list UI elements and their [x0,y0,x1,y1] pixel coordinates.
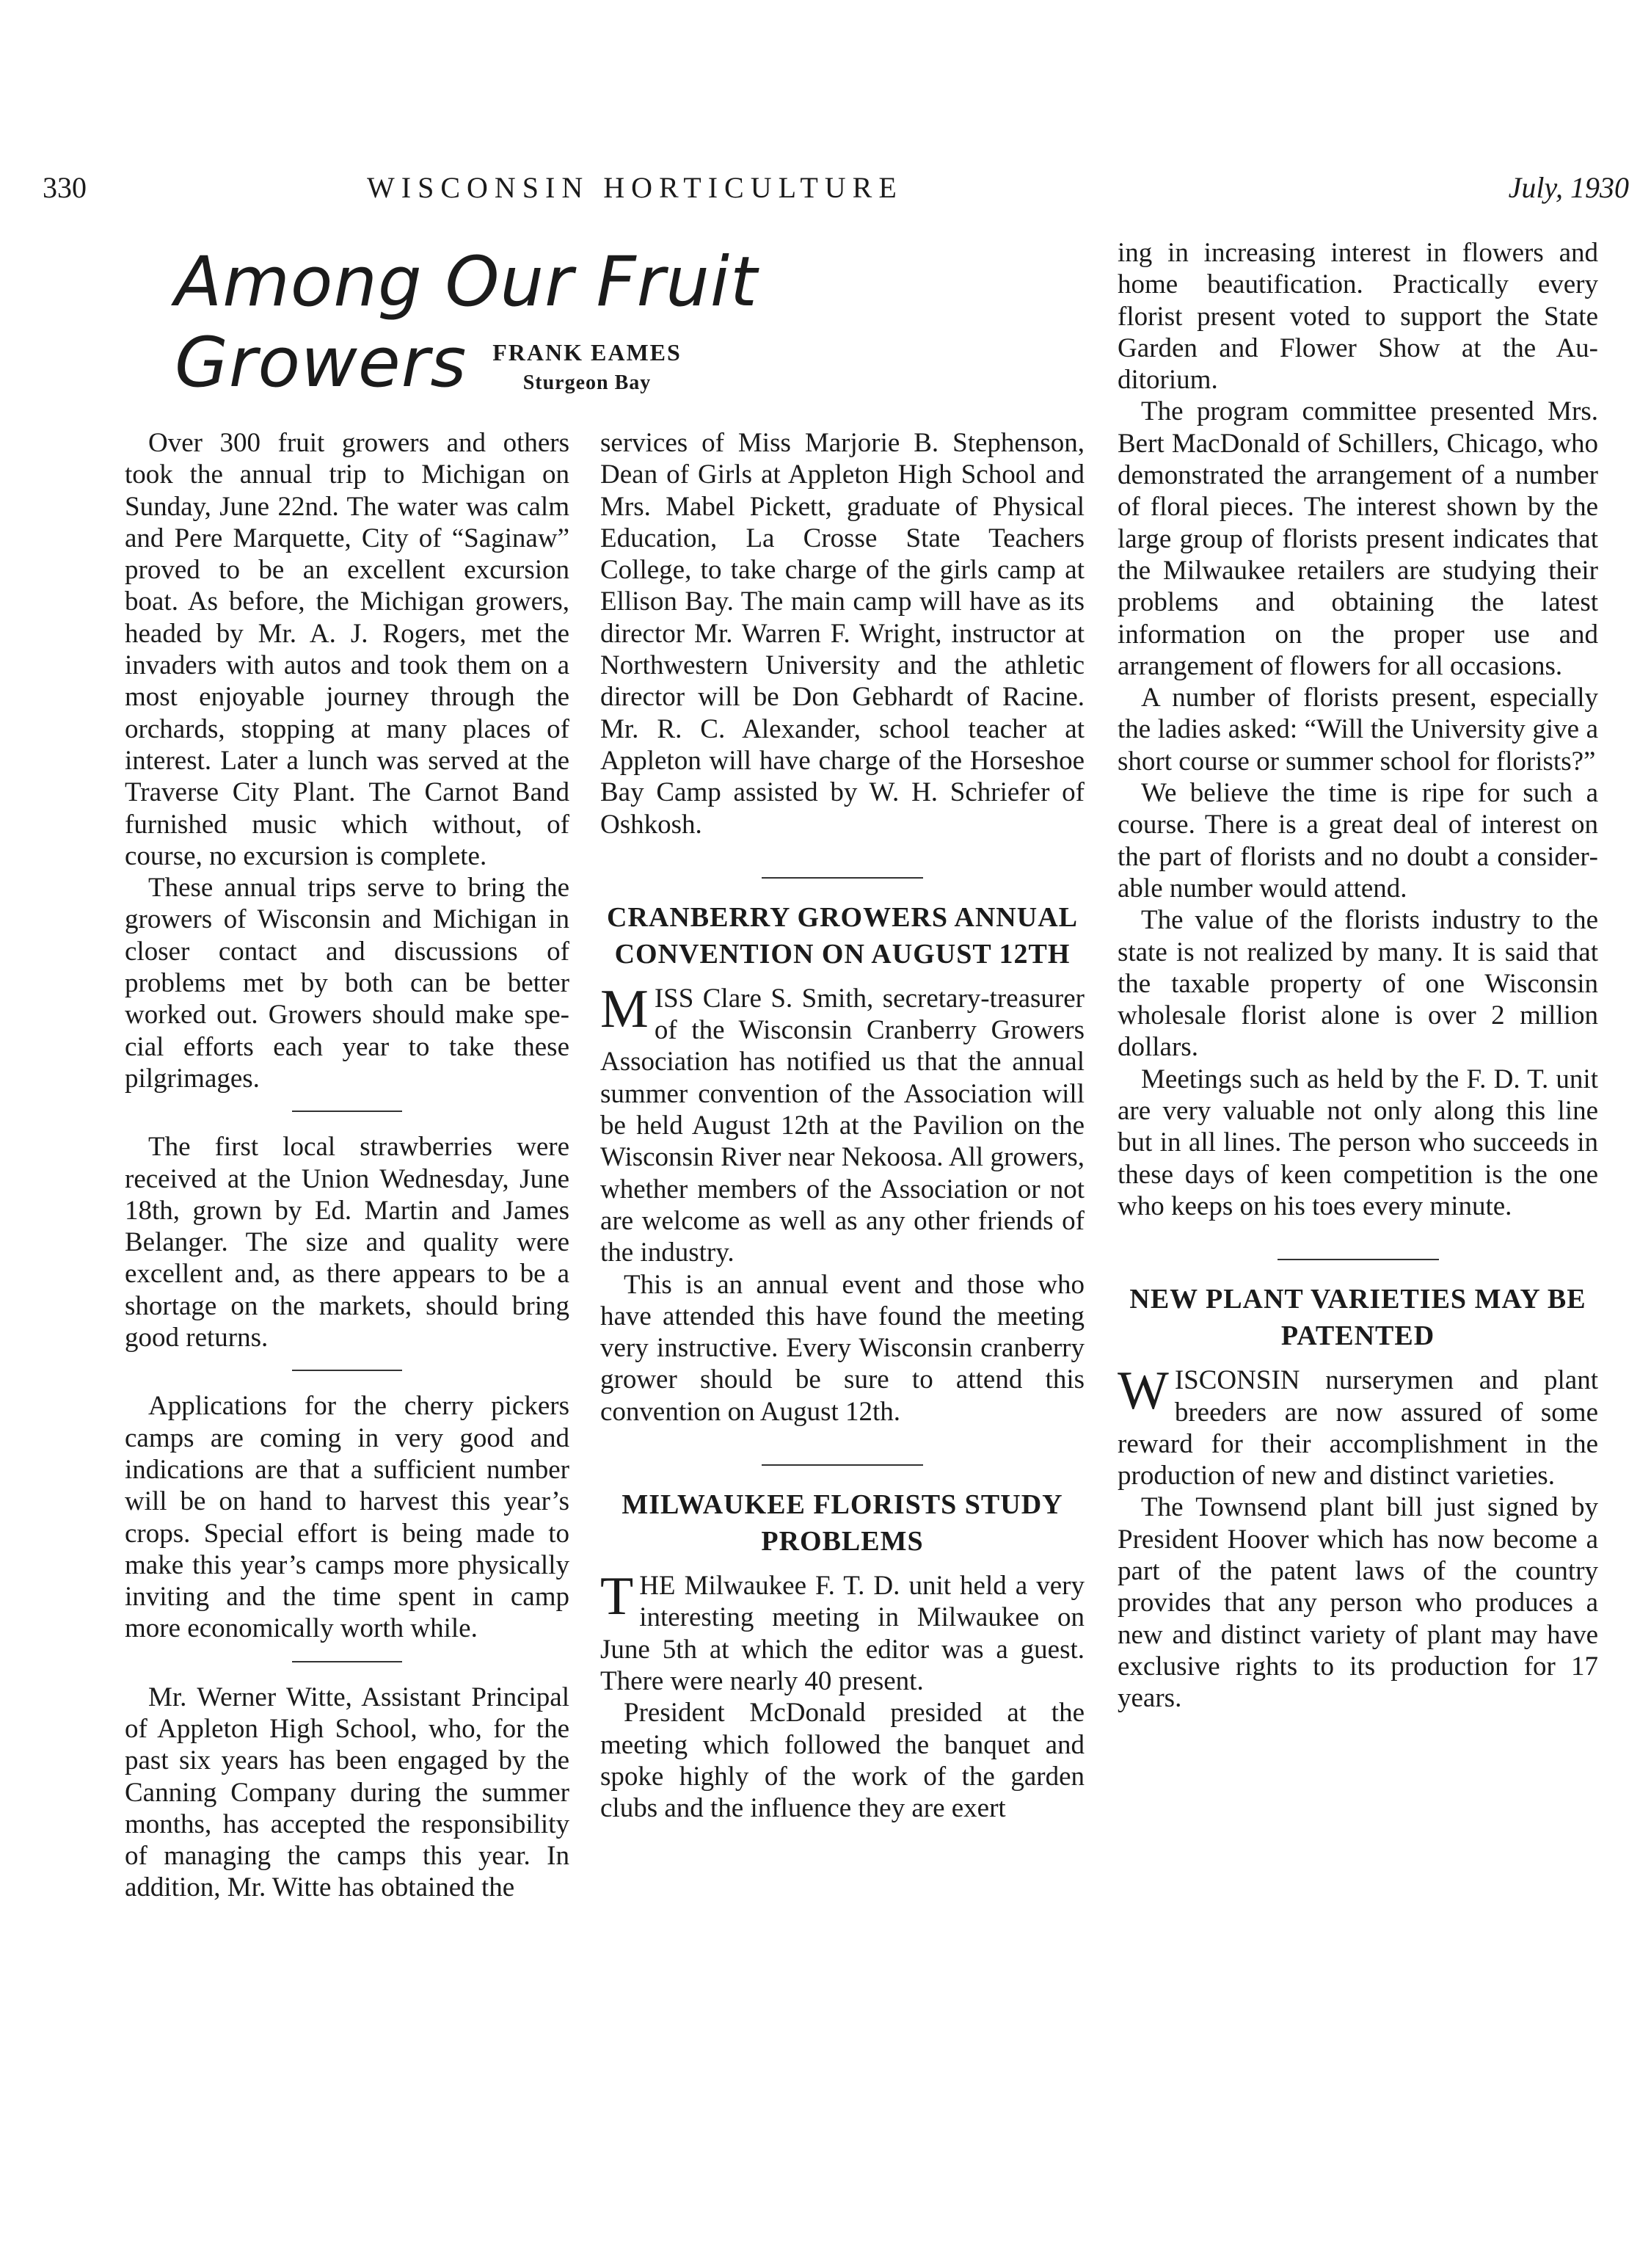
drop-cap: T [600,1566,634,1627]
paragraph: These annual trips serve to bring the growers of Wisconsin and Michigan in closer contact and discussions of problems met by both can be better worked out. Growers should make special efforts each year to take these pilgrimages. [125,873,569,1094]
page-number: 330 [43,171,87,204]
column-1 [125,427,569,1904]
paragraph: ing in increasing interest in flowers and home beautification. Practically every florist present voted to support the State Garden and Flower Show at the Auditorium. [1118,238,1598,396]
paragraph: Over 300 fruit growers and others took the annual trip to Michigan on Sunday, June 22nd. The water was calm and Pere Marquette, City of “Saginaw” proved to be an excellent excursion boat. As before, the Michigan growers, headed by Mr. A. J. Rogers, met the invaders with autos and took them on a most enjoyable journey through the orchards, stopping at many places of interest. Later a lunch was served at the Traverse City Plant. The Carnot Band furnished music which without, of course, no excursion is complete. [125,428,569,871]
paragraph [1118,1361,1598,1491]
section-divider [762,1464,923,1466]
article-author: FRANK EAMES [492,339,682,366]
magazine-title: WISCONSIN HORTICULTURE [367,171,903,204]
section-divider [292,1370,402,1371]
paragraph: The program committee presented Mrs. Bert MacDonald of Schillers, Chicago, who demonstrated the arrangement of a number of floral pieces. The interest shown by the large group of florists present indicates that the Milwaukee retailers are studying their problems and obtaining the latest information on the proper use and arrangement of flowers for all occasions. [1118,396,1598,681]
paragraph: Mr. Werner Witte, Assistant Principal of Appleton High School, who, for the past six years has been engaged by the Canning Company during the summer months, has accepted the responsibility of managing the camps this year. In addition, Mr. Witte has obtained the [125,1682,569,1903]
article-title: Among Our Fruit Growers [175,242,758,403]
paragraph: This is an annual event and those who have attended this have found the meeting very instructive. Every Wisconsin cranberry grower should be sure to attend this convention on August 12th. [600,1269,1085,1427]
paragraph-text: ISS Clare S. Smith, secretary-treasurer of the Wisconsin Cranberry Growers Association has notified us that the annual summer convention of the Association will be held August 12th at the Pavilion on the Wisconsin River near Nekoosa. All growers, whether members of the Association or not are welcome as well as any other friends of the industry. [600,983,1085,1268]
section-divider [762,877,923,879]
paragraph: The Townsend plant bill just signed by President Hoover which has now become a part of the patent laws of the country provides that any person who produces a new and distinct variety of plant may have exclusive rights to its production for 17 years. [1118,1492,1598,1714]
paragraph: President McDonald presided at the meeting which followed the banquet and spoke highly of the work of the garden clubs and the influence they are exert [600,1698,1085,1824]
paragraph: We believe the time is ripe for such a course. There is a great deal of interest on the part of florists and no doubt a considerable number would attend. [1118,778,1598,904]
paragraph: A number of florists present, especially the ladies asked: “Will the University give a short course or summer school for florists?” [1118,683,1598,777]
paragraph: Applications for the cherry pickers camps are coming in very good and indications are that a sufficient number will be on hand to harvest this year’s crops. Special effort is being made to make this year’s camps more physically inviting and the time spent in camp more economically worth while. [125,1391,569,1644]
issue-date: July, 1930 [1508,171,1629,204]
running-header [0,170,1651,214]
paragraph: The value of the florists industry to the state is not realized by many. It is said that the taxable property of one Wisconsin wholesale florist alone is over 2 million dollars. [1118,905,1598,1063]
section-divider [292,1111,402,1112]
column-2 [600,427,1085,1824]
paragraph-text: HE Milwaukee F. T. D. unit held a very interesting meeting in Milwaukee on June 5th at which the editor was a guest. There were nearly 40 present. [600,1571,1085,1696]
paragraph [600,978,1085,1269]
drop-cap: W [1118,1361,1169,1422]
paragraph: Meetings such as held by the F. D. T. unit are very valuable not only along this line but in all lines. The person who succeeds in these days of keen competition is the one who keeps on his toes every minute. [1118,1064,1598,1221]
paragraph [600,1566,1085,1697]
article-location: Sturgeon Bay [522,371,652,394]
section-divider [1278,1259,1439,1260]
florists-headline: MILWAUKEE FLORISTS STUDY PROBLEMS [622,1489,1063,1558]
paragraph: The first local strawberries were received at the Union Wednesday, June 18th, grown by Ed. Martin and James Belanger. The size and quality were excellent and, as there appears to be a shortage on the markets, should bring good returns. [125,1132,569,1353]
drop-cap: M [600,978,649,1039]
paragraph-text: ISCONSIN nurserymen and plant breeders are now assured of some reward for their accomplishment in the production of new and distinct varieties. [1118,1365,1598,1491]
column-3 [1118,237,1598,1714]
paragraph: services of Miss Marjorie B. Stephenson, Dean of Girls at Appleton High School and Mrs. Mabel Pickett, graduate of Physical Education, La Crosse State Teachers College, to take charge of the girls camp at Ellison Bay. The main camp will have as its director Mr. Warren F. Wright, instructor at Northwestern University and the athletic director will be Don Gebhardt of Racine. Mr. R. C. Alexander, school teacher at Appleton will have charge of the Horseshoe Bay Camp assisted by W. H. Schriefer of Oshkosh. [600,428,1085,840]
cranberry-headline: CRANBERRY GROWERS ANNUAL CONVENTION ON AUGUST 12TH [607,901,1078,970]
plants-headline: NEW PLANT VARIETIES MAY BE PATENTED [1129,1284,1586,1352]
section-divider [292,1661,402,1662]
